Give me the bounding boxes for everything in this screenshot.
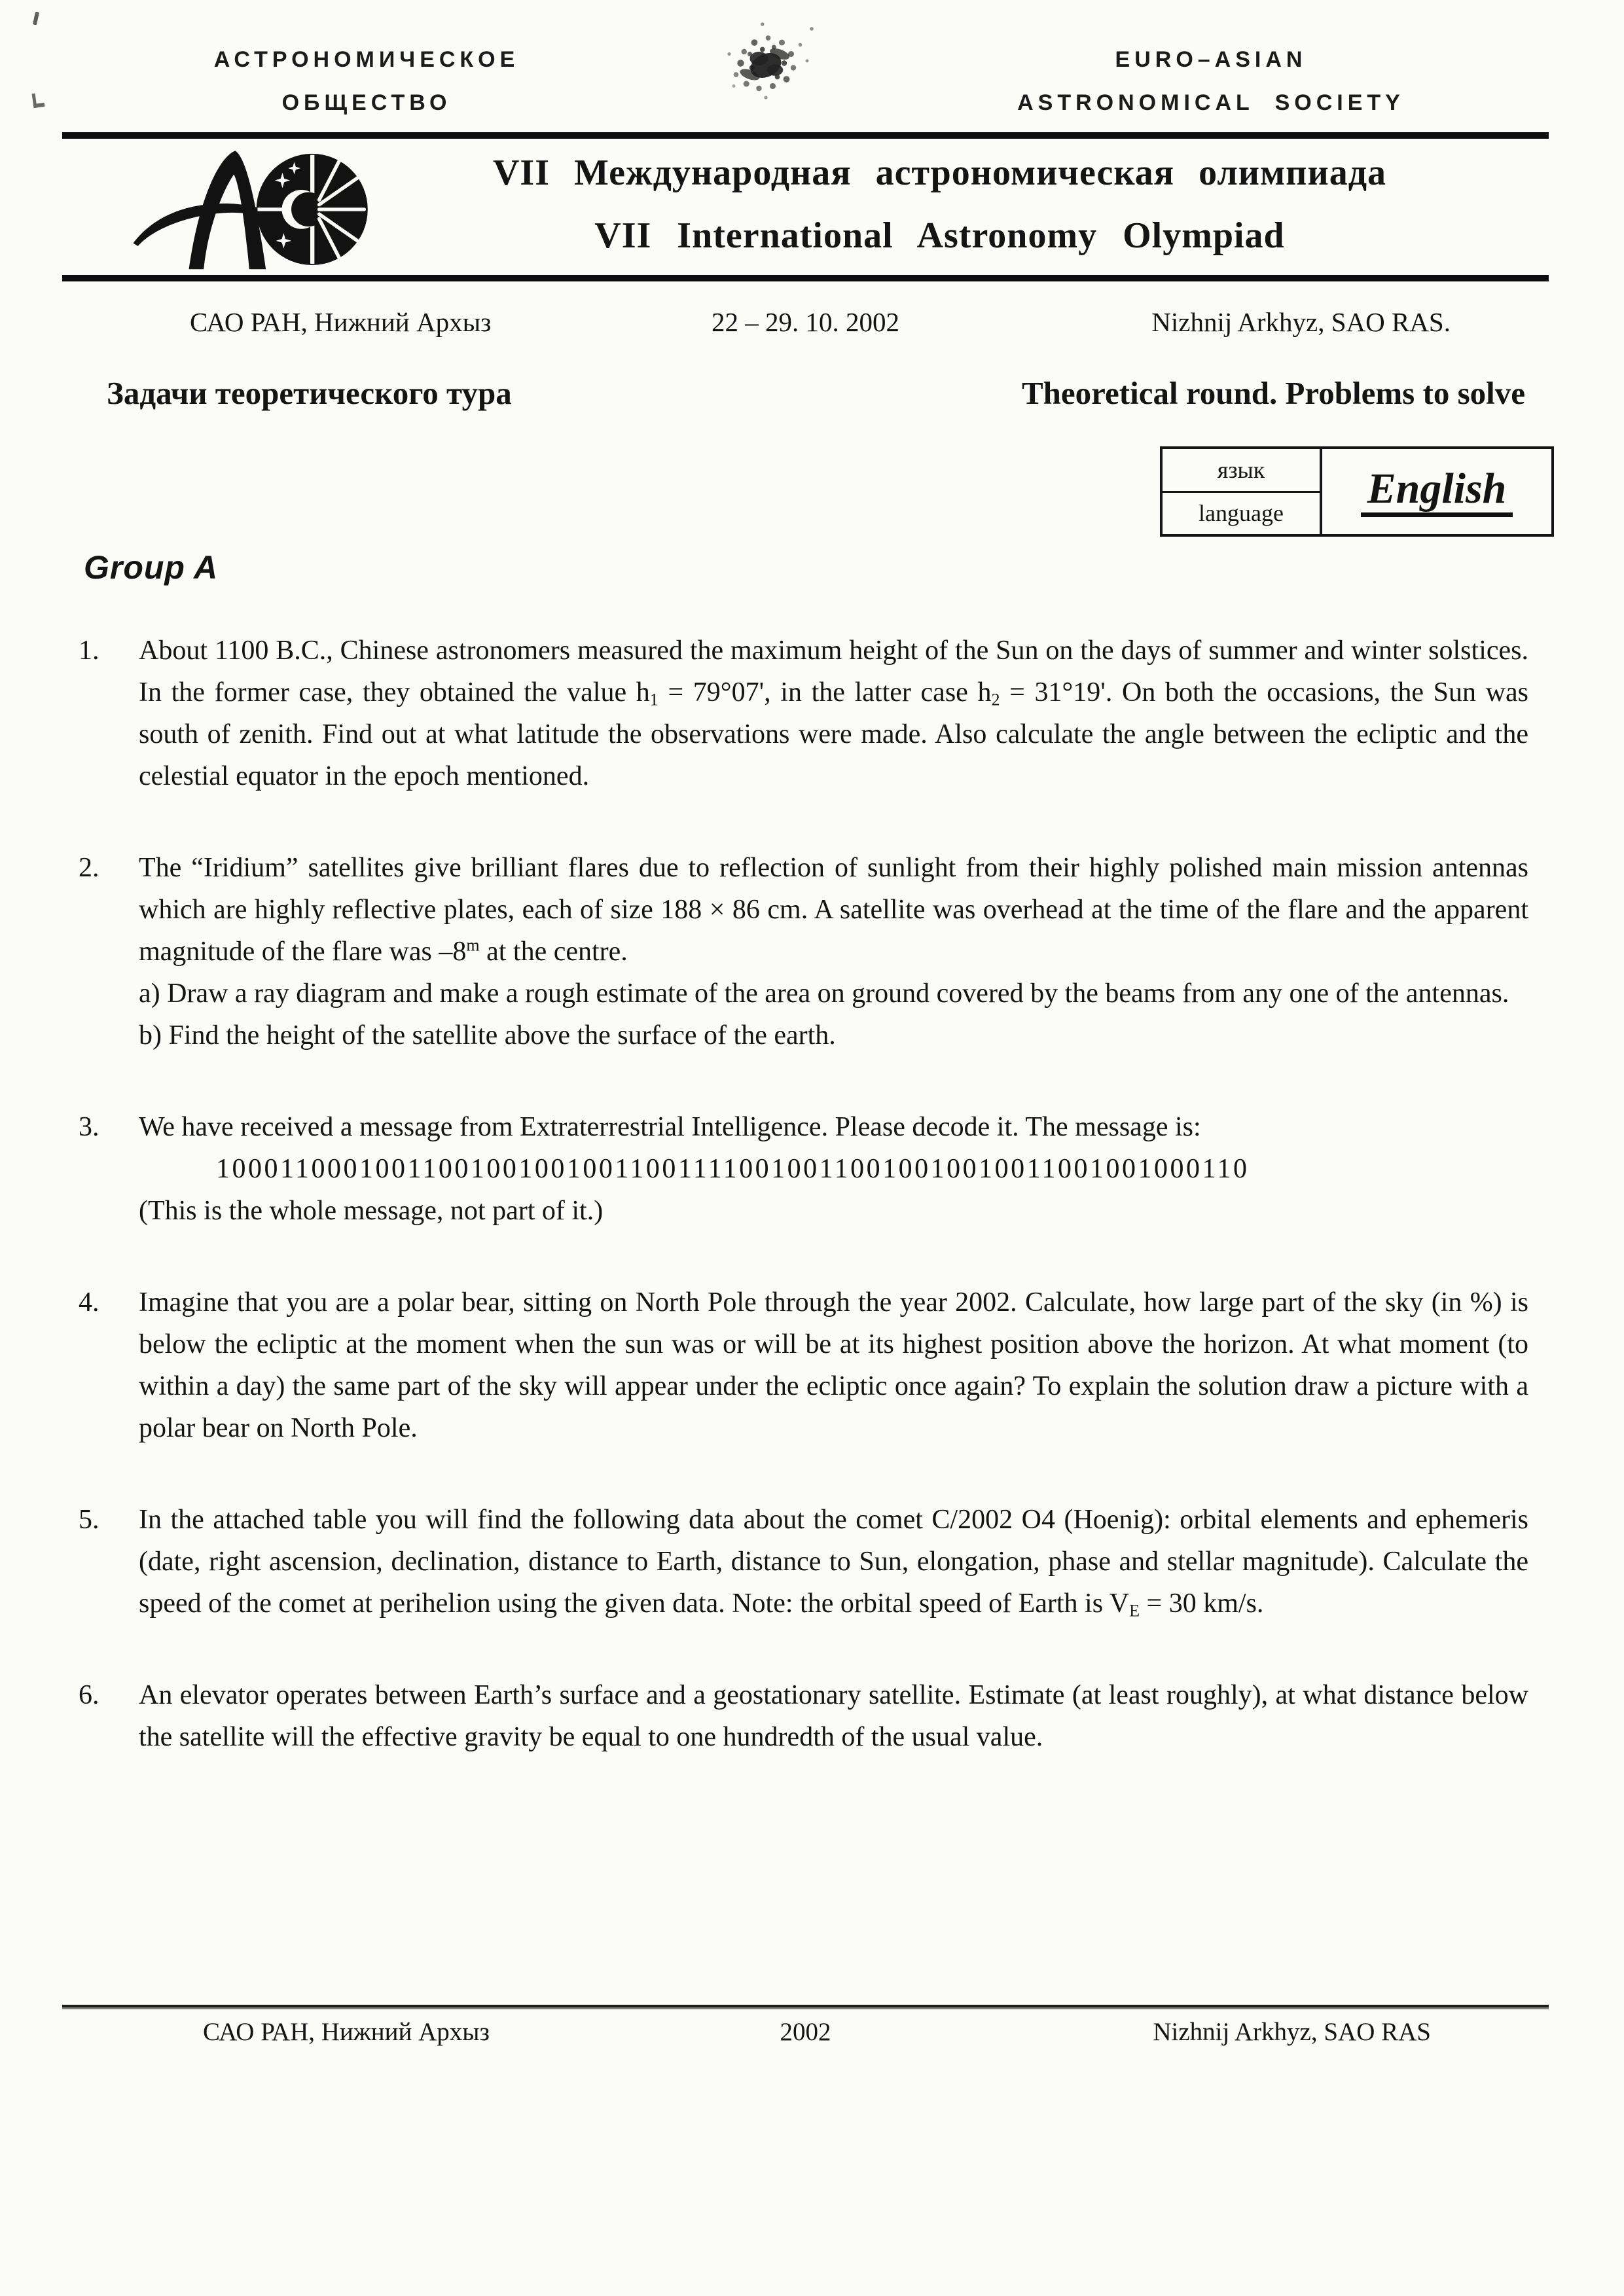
event-dates: 22 – 29. 10. 2002 xyxy=(712,307,899,337)
problem-number: 2. xyxy=(79,853,99,883)
language-label-english: language xyxy=(1199,500,1284,527)
problem-text: An elevator operates between Earth’s surface and a geostationary satellite. Estimate (at least roughly), at what distance below the satellite will the effective gravity be equal to one hundredth of the usual value. xyxy=(139,1680,1528,1752)
venue-date-row xyxy=(62,306,1549,346)
language-labels xyxy=(1163,449,1322,534)
problem-6 xyxy=(79,1674,1528,1758)
round-title-russian: Задачи теоретического тура xyxy=(107,375,512,411)
problem-body xyxy=(139,1282,1528,1449)
footer-venue-russian: САО РАН, Нижний Архыз xyxy=(203,2018,490,2046)
problem-body xyxy=(139,847,1528,1056)
problem-text: About 1100 B.C., Chinese astronomers measured the maximum height of the Sun on the days of summer and winter solstices. In the former case, they obtained the value $h_1 = 79^\circ 07'$, in the latter case $h_2 = 31^\circ 19'$. On both the occasions, the Sun was south of zenith. Find out at what latitude the observations were made. Also calculate the angle between the ecliptic and the celestial equator in the epoch mentioned. xyxy=(139,636,1529,791)
language-box xyxy=(1160,446,1554,537)
venue-russian: САО РАН, Нижний Архыз xyxy=(190,307,492,337)
language-label-russian: язык xyxy=(1163,449,1320,493)
problem-1 xyxy=(79,630,1528,797)
problem-text: In the attached table you will find the following data about the comet C/2002 O4 (Hoenig): orbital elements and ephemeris (date, right ascension, declination, distance to Earth, distance to Sun, elongation, phase and stellar magnitude). Calculate the speed of the comet at perihelion using the given data. Note: the orbital speed of Earth is $V_E = 30$ km/s. xyxy=(139,1505,1528,1621)
problem-text: (This is the whole message, not part of it.) xyxy=(139,1196,604,1226)
scan-artifact xyxy=(33,12,39,26)
problem-body xyxy=(139,1499,1528,1624)
problem-text: a) Draw a ray diagram and make a rough estimate of the area on ground covered by the beams from any one of the antennas. xyxy=(139,978,1509,1009)
org-left-line2: ОБЩЕСТВО xyxy=(281,90,452,115)
language-value-cell xyxy=(1322,449,1551,534)
olympiad-titles xyxy=(370,139,1509,257)
language-value: English xyxy=(1361,466,1513,517)
round-title-english: Theoretical round. Problems to solve xyxy=(1022,375,1525,411)
org-right-line2: ASTRONOMICAL SOCIETY xyxy=(1017,90,1405,115)
problem-number: 5. xyxy=(79,1505,99,1535)
problem-number: 1. xyxy=(79,636,99,666)
scan-artifact xyxy=(32,92,45,108)
problem-5 xyxy=(79,1499,1528,1624)
problem-number: 3. xyxy=(79,1112,99,1142)
problem-body xyxy=(139,1106,1528,1232)
footer-venue-english: Nizhnij Arkhyz, SAO RAS xyxy=(1153,2018,1431,2046)
problem-body xyxy=(139,1674,1528,1758)
horizontal-rule-footer xyxy=(62,2005,1549,2007)
org-right-line1: EURO–ASIAN xyxy=(1115,47,1307,72)
group-heading: Group A xyxy=(84,549,219,586)
horizontal-rule-mid xyxy=(62,275,1549,281)
org-name-english xyxy=(975,38,1447,124)
org-left-line1: АСТРОНОМИЧЕСКОЕ xyxy=(213,47,520,72)
venue-english: Nizhnij Arkhyz, SAO RAS. xyxy=(1151,307,1451,337)
binary-message: 10001100010011001001001001100111100100110010010010011001001000110 xyxy=(216,1154,1250,1184)
horizontal-rule-top xyxy=(62,132,1549,139)
astronomical-society-logo xyxy=(120,147,376,271)
title-banner xyxy=(62,139,1549,275)
problem-body xyxy=(139,630,1528,797)
olympiad-title-russian: VII Международная астрономическая олимпиада xyxy=(492,152,1387,193)
problem-text: Imagine that you are a polar bear, sitting on North Pole through the year 2002. Calculate, how large part of the sky (in %) is below the ecliptic at the moment when the sun was or will be at its highest position above the horizon. At what moment (to within a day) the same part of the sky will appear under the ecliptic once again? To explain the solution draw a picture with a polar bear on North Pole. xyxy=(139,1287,1528,1443)
problem-number: 6. xyxy=(79,1680,99,1710)
problem-2 xyxy=(79,847,1528,1056)
olympiad-title-english: VII International Astronomy Olympiad xyxy=(594,215,1285,256)
problem-3 xyxy=(79,1106,1528,1232)
footer-row xyxy=(62,2017,1549,2054)
problems-list xyxy=(79,630,1528,1808)
footer-year: 2002 xyxy=(780,2018,831,2046)
problem-text: b) Find the height of the satellite above the surface of the earth. xyxy=(139,1020,836,1050)
problem-text: The “Iridium” satellites give brilliant flares due to reflection of sunlight from their highly polished main mission antennas which are highly reflective plates, each of size 188 × 86 cm. A satellite was overhead at the time of the flare and the apparent magnitude of the flare was –8$^m$ at the centre. xyxy=(139,853,1528,967)
round-title-row xyxy=(62,374,1549,420)
problem-text: We have received a message from Extraterrestrial Intelligence. Please decode it. The message is: xyxy=(139,1112,1201,1142)
spiral-galaxy-icon xyxy=(707,20,825,111)
org-name-russian xyxy=(164,38,569,124)
problem-number: 4. xyxy=(79,1287,99,1318)
problem-4 xyxy=(79,1282,1528,1449)
